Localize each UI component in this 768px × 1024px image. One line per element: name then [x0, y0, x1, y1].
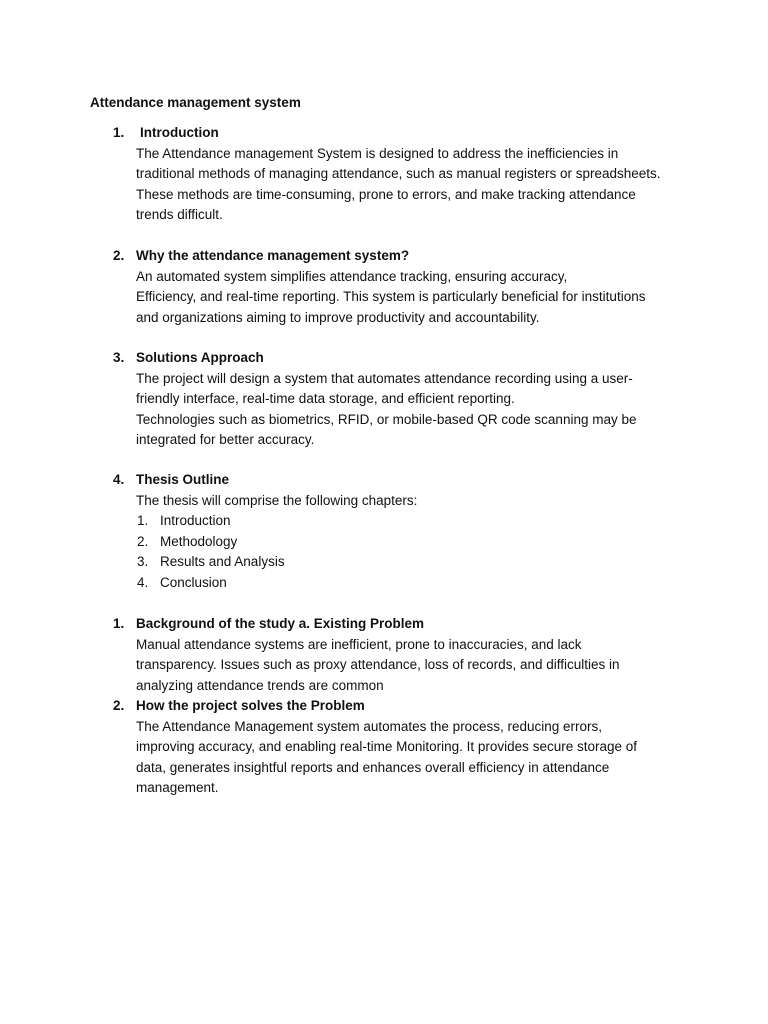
section-heading: Solutions Approach	[136, 350, 264, 365]
paragraph-line: Technologies such as biometrics, RFID, or mobile-based QR code scanning may be	[136, 411, 637, 427]
section-number: 2.	[113, 248, 125, 263]
section-number: 1.	[113, 125, 125, 140]
chapter-item: Introduction	[160, 513, 231, 528]
section-heading: Why the attendance management system?	[136, 248, 410, 263]
chapter-item: Results and Analysis	[160, 554, 285, 569]
chapter-item: Conclusion	[160, 574, 227, 590]
paragraph-line: The project will design a system that automates attendance recording using a user-	[136, 370, 633, 386]
paragraph-line: and organizations aiming to improve productivity and accountability.	[136, 309, 540, 325]
paragraph-line: An automated system simplifies attendance tracking, ensuring accuracy,	[136, 268, 568, 284]
paragraph-line: transparency. Issues such as proxy attendance, loss of records, and difficulties in	[136, 657, 620, 672]
paragraph-line: Manual attendance systems are inefficient, prone to inaccuracies, and lack	[136, 636, 582, 652]
paragraph-line: analyzing attendance trends are common	[136, 677, 384, 693]
paragraph-line: Efficiency, and real-time reporting. This system is particularly beneficial for institutions	[136, 289, 646, 304]
paragraph-line: The Attendance Management system automates the process, reducing errors,	[136, 718, 602, 734]
paragraph-line: The thesis will comprise the following chapters:	[136, 492, 418, 508]
section-number: 1.	[113, 616, 125, 631]
chapter-number: 2.	[137, 533, 149, 549]
paragraph-line: data, generates insightful reports and enhances overall efficiency in attendance	[136, 759, 610, 775]
section-heading: Thesis Outline	[136, 472, 230, 487]
section-number: 4.	[113, 472, 125, 487]
chapter-item: Methodology	[160, 533, 238, 549]
paragraph-line: These methods are time-consuming, prone to errors, and make tracking attendance	[136, 186, 636, 202]
section-heading: How the project solves the Problem	[136, 698, 365, 713]
paragraph-line: trends difficult.	[136, 207, 223, 222]
section-number: 2.	[113, 698, 125, 713]
chapter-number: 4.	[137, 574, 149, 590]
paragraph-line: The Attendance management System is designed to address the inefficiencies in	[136, 145, 619, 161]
paragraph-line: management.	[136, 780, 219, 795]
paragraph-line: traditional methods of managing attendance, such as manual registers or spreadsheets.	[136, 166, 661, 181]
section-number: 3.	[113, 350, 125, 365]
section-heading: Introduction	[140, 125, 219, 140]
chapter-number: 1.	[137, 513, 149, 528]
paragraph-line: improving accuracy, and enabling real-time Monitoring. It provides secure storage of	[136, 739, 637, 754]
document-title: Attendance management system	[90, 95, 301, 110]
chapter-number: 3.	[137, 554, 149, 569]
section-heading: Background of the study a. Existing Problem	[136, 616, 425, 631]
paragraph-line: friendly interface, real-time data storage, and efficient reporting.	[136, 391, 515, 406]
paragraph-line: integrated for better accuracy.	[136, 432, 315, 447]
